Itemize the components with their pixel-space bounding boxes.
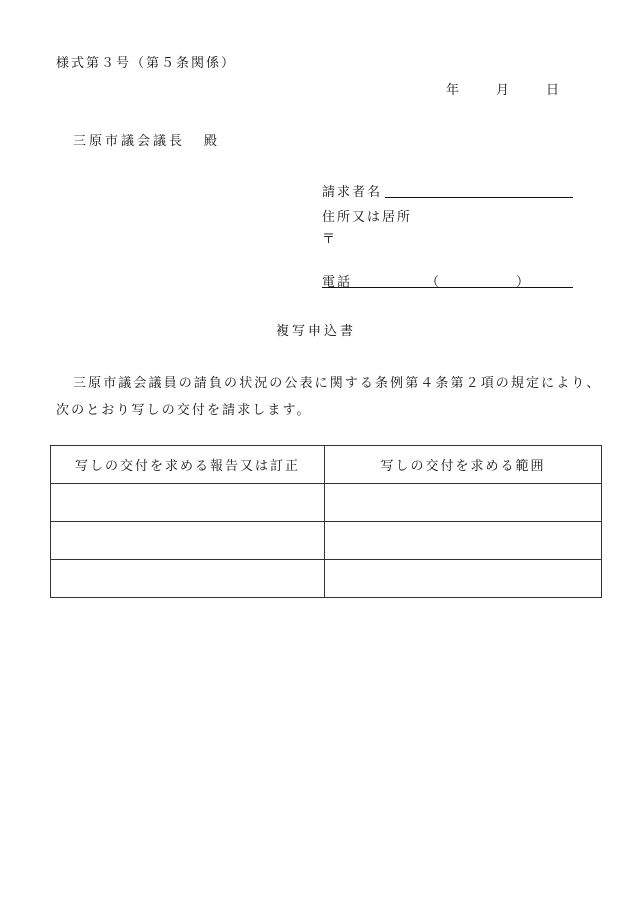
table-header-row xyxy=(51,446,602,484)
report-cell[interactable] xyxy=(51,560,325,598)
table-row xyxy=(51,484,602,522)
requester-name-label: 請求者名 xyxy=(322,185,383,200)
range-cell[interactable] xyxy=(325,560,602,598)
date-day-label: 日 xyxy=(546,83,560,98)
addressee-name: 三原市議会議長 xyxy=(73,134,186,149)
date-year-label: 年 xyxy=(446,83,460,98)
requester-name-field[interactable] xyxy=(385,197,573,198)
table-row xyxy=(51,560,602,598)
form-number: 様式第３号（第５条関係） xyxy=(56,56,237,71)
address-label: 住所又は居所 xyxy=(322,210,413,225)
header-report-or-correction: 写しの交付を求める報告又は訂正 xyxy=(51,446,325,484)
range-cell[interactable] xyxy=(325,522,602,560)
report-cell[interactable] xyxy=(51,522,325,560)
table-row xyxy=(51,522,602,560)
document-title: 複写申込書 xyxy=(276,324,357,339)
date-month-label: 月 xyxy=(496,83,510,98)
request-body-text: 三原市議会議員の請負の状況の公表に関する条例第４条第２項の規定により、次のとおり写しの交付を請求します。 xyxy=(56,376,602,418)
header-requested-range: 写しの交付を求める範囲 xyxy=(325,446,602,484)
request-table xyxy=(50,445,602,598)
phone-paren-close: ） xyxy=(516,275,530,290)
phone-field[interactable] xyxy=(322,271,573,288)
phone-label: 電話 xyxy=(322,275,353,290)
addressee-suffix: 殿 xyxy=(204,134,218,149)
report-cell[interactable] xyxy=(51,484,325,522)
range-cell[interactable] xyxy=(325,484,602,522)
postal-mark: 〒 xyxy=(322,232,336,247)
phone-paren-open: （ xyxy=(426,275,440,290)
